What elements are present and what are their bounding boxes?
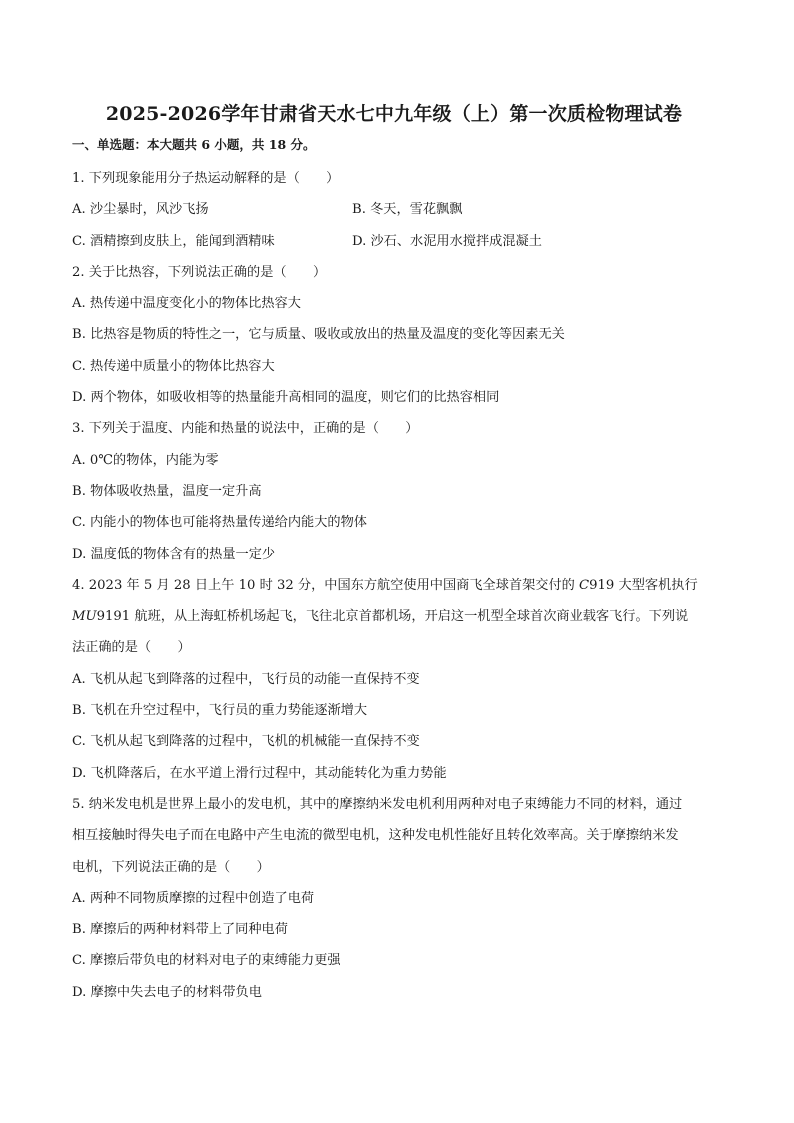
question-2-option-a: A. 热传递中温度变化小的物体比热容大: [72, 296, 301, 312]
question-3-option-c: C. 内能小的物体也可能将热量传递给内能大的物体: [72, 515, 367, 531]
question-3-option-b: B. 物体吸收热量，温度一定升高: [72, 483, 262, 499]
question-1: [72, 163, 716, 257]
question-1-stem: 1. 下列现象能用分子热运动解释的是（ ）: [72, 171, 340, 186]
question-5-option-b: B. 摩擦后的两种材料带上了同种电荷: [72, 922, 288, 938]
question-2-option-b: B. 比热容是物质的特性之一，它与质量、吸收或放出的热量及温度的变化等因素无关: [72, 327, 565, 343]
question-1-options-row-1: [72, 194, 716, 225]
question-2-option-d: D. 两个物体，如吸收相等的热量能升高相同的温度，则它们的比热容相同: [72, 390, 500, 406]
question-3-option-a: A. 0℃的物体，内能为零: [72, 452, 219, 468]
question-4-stem-line-1: [72, 570, 716, 601]
question-4-option-b: B. 飞机在升空过程中，飞行员的重力势能逐渐增大: [72, 703, 368, 719]
flight-code-letters: MU: [72, 609, 97, 625]
question-1-option-b: B. 冬天，雪花飘飘: [352, 202, 463, 218]
question-3-option-d: D. 温度低的物体含有的热量一定少: [72, 546, 276, 562]
question-1-option-d: D. 沙石、水泥用水搅拌成混凝土: [352, 233, 542, 249]
question-3: [72, 413, 716, 569]
page-title: 2025-2026学年甘肃省天水七中九年级（上）第一次质检物理试卷: [105, 103, 683, 125]
question-4-stem-line-2: [72, 601, 716, 632]
question-5-stem-line-3: 电机，下列说法正确的是（ ）: [72, 859, 270, 875]
question-1-option-a: A. 沙尘暴时，风沙飞扬: [72, 202, 209, 218]
question-5: [72, 789, 716, 1008]
question-3-stem: 3. 下列关于温度、内能和热量的说法中，正确的是（ ）: [72, 421, 419, 437]
question-2: [72, 257, 716, 413]
question-5-stem-line-1: 5. 纳米发电机是世界上最小的发电机，其中的摩擦纳米发电机利用两种对电子束缚能力不同的材料，通过: [72, 796, 683, 812]
question-4-option-c: C. 飞机从起飞到降落的过程中，飞机的机械能一直保持不变: [72, 734, 420, 750]
question-2-stem: 2. 关于比热容，下列说法正确的是（ ）: [72, 264, 327, 280]
question-4-stem-text-1: 4. 2023 年 5 月 28 日上午 10 时 32 分，中国东方航空使用中国商飞全球首架交付的: [72, 577, 580, 593]
question-4-option-d: D. 飞机降落后，在水平道上滑行过程中，其动能转化为重力势能: [72, 765, 447, 781]
question-5-option-d: D. 摩擦中失去电子的材料带负电: [72, 984, 262, 1000]
question-4-stem-text-2: 9191 航班，从上海虹桥机场起飞，飞往北京首都机场，开启这一机型全球首次商业载客飞行。下列说: [96, 609, 689, 625]
question-5-stem-line-2: 相互接触时得失电子而在电路中产生电流的微型电机，这种发电机性能好且转化效率高。关于摩擦纳米发: [72, 828, 679, 844]
question-4-option-a: A. 飞机从起飞到降落的过程中，飞行员的动能一直保持不变: [72, 671, 420, 687]
question-1-option-c: C. 酒精擦到皮肤上，能闻到酒精味: [72, 233, 275, 249]
question-5-option-a: A. 两种不同物质摩擦的过程中创造了电荷: [72, 890, 315, 906]
aircraft-model-letter: C: [579, 577, 590, 593]
question-4-stem-line-3: 法正确的是（ ）: [72, 640, 191, 656]
question-1-options-row-2: [72, 226, 716, 257]
question-4: [72, 570, 716, 789]
aircraft-model-number: 919 大型客机执行: [589, 577, 698, 593]
question-2-option-c: C. 热传递中质量小的物体比热容大: [72, 358, 275, 374]
question-5-option-c: C. 摩擦后带负电的材料对电子的束缚能力更强: [72, 953, 341, 969]
section-heading: 一、单选题：本大题共 6 小题，共 18 分。: [72, 137, 316, 152]
